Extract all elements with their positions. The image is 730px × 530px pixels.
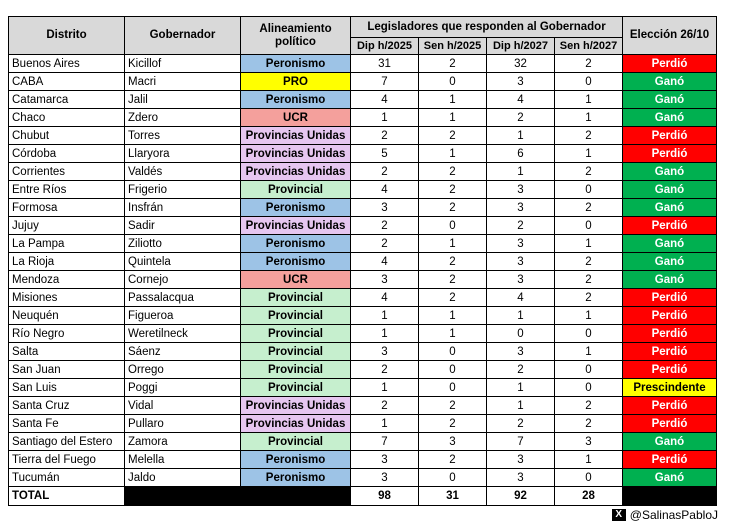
cell-gobernador: Pullaro [125,415,241,433]
cell-dip2027: 1 [487,127,555,145]
cell-dip2027: 2 [487,415,555,433]
cell-distrito: San Luis [9,379,125,397]
cell-dip2027: 3 [487,181,555,199]
cell-dip2025: 2 [351,127,419,145]
cell-gobernador: Insfrán [125,199,241,217]
cell-eleccion: Perdió [623,145,717,163]
cell-sen2027: 0 [555,469,623,487]
cell-dip2025: 2 [351,235,419,253]
cell-sen2027: 0 [555,73,623,91]
total-row [9,487,717,506]
table-row [9,145,717,163]
cell-dip2027: 3 [487,253,555,271]
cell-sen2025: 1 [419,145,487,163]
cell-eleccion: Perdió [623,397,717,415]
cell-eleccion: Ganó [623,73,717,91]
cell-dip2025: 2 [351,163,419,181]
cell-alineamiento: UCR [241,271,351,289]
cell-alineamiento: Peronismo [241,469,351,487]
cell-gobernador: Ziliotto [125,235,241,253]
cell-dip2027: 3 [487,469,555,487]
cell-dip2027: 3 [487,451,555,469]
cell-sen2027: 0 [555,217,623,235]
cell-alineamiento: Provincial [241,325,351,343]
cell-alineamiento: Peronismo [241,235,351,253]
cell-distrito: La Rioja [9,253,125,271]
cell-dip2027: 1 [487,379,555,397]
cell-gobernador: Jaldo [125,469,241,487]
header-dip2027: Dip h/2027 [487,38,555,55]
table-row [9,199,717,217]
cell-gobernador: Cornejo [125,271,241,289]
cell-sen2027: 2 [555,163,623,181]
cell-sen2027: 3 [555,433,623,451]
table-row [9,469,717,487]
cell-eleccion: Ganó [623,181,717,199]
cell-alineamiento: Provincial [241,361,351,379]
cell-eleccion: Perdió [623,361,717,379]
cell-sen2027: 2 [555,55,623,73]
cell-alineamiento: Peronismo [241,91,351,109]
cell-alineamiento: Provincias Unidas [241,415,351,433]
cell-sen2025: 1 [419,325,487,343]
cell-distrito: Buenos Aires [9,55,125,73]
header-dip2025: Dip h/2025 [351,38,419,55]
cell-dip2027: 3 [487,73,555,91]
cell-sen2025: 2 [419,199,487,217]
header-gobernador: Gobernador [125,17,241,55]
cell-eleccion: Perdió [623,343,717,361]
cell-dip2025: 5 [351,145,419,163]
cell-dip2027: 1 [487,397,555,415]
cell-dip2027: 0 [487,325,555,343]
header-legisladores: Legisladores que responden al Gobernador [351,17,623,38]
table-row [9,127,717,145]
cell-gobernador: Quintela [125,253,241,271]
cell-dip2025: 3 [351,451,419,469]
header-eleccion: Elección 26/10 [623,17,717,55]
cell-dip2025: 3 [351,199,419,217]
cell-distrito: Misiones [9,289,125,307]
cell-eleccion: Ganó [623,253,717,271]
cell-alineamiento: Peronismo [241,55,351,73]
cell-alineamiento: Provincias Unidas [241,163,351,181]
header-sen2027: Sen h/2027 [555,38,623,55]
cell-sen2027: 2 [555,415,623,433]
cell-sen2027: 1 [555,109,623,127]
cell-gobernador: Figueroa [125,307,241,325]
cell-alineamiento: Provincial [241,289,351,307]
cell-eleccion: Ganó [623,199,717,217]
cell-eleccion: Perdió [623,415,717,433]
cell-sen2025: 2 [419,271,487,289]
cell-distrito: Tucumán [9,469,125,487]
cell-alineamiento: Peronismo [241,199,351,217]
cell-distrito: Salta [9,343,125,361]
table-row [9,451,717,469]
cell-dip2025: 1 [351,379,419,397]
cell-sen2027: 1 [555,451,623,469]
total-eleccion-blank [623,487,717,506]
cell-alineamiento: Provincial [241,433,351,451]
cell-dip2025: 2 [351,397,419,415]
cell-dip2025: 3 [351,343,419,361]
cell-sen2027: 1 [555,235,623,253]
cell-dip2027: 6 [487,145,555,163]
cell-sen2025: 2 [419,55,487,73]
cell-sen2027: 2 [555,127,623,145]
table-row [9,361,717,379]
cell-sen2027: 1 [555,307,623,325]
total-blank [125,487,351,506]
table-row [9,91,717,109]
cell-sen2027: 2 [555,271,623,289]
cell-dip2025: 7 [351,433,419,451]
table-row [9,271,717,289]
cell-distrito: CABA [9,73,125,91]
cell-alineamiento: PRO [241,73,351,91]
table-row [9,325,717,343]
cell-distrito: Mendoza [9,271,125,289]
table-row [9,343,717,361]
table-row [9,433,717,451]
cell-distrito: Chaco [9,109,125,127]
cell-distrito: Corrientes [9,163,125,181]
cell-distrito: Jujuy [9,217,125,235]
cell-dip2027: 1 [487,307,555,325]
cell-distrito: Entre Ríos [9,181,125,199]
cell-sen2025: 2 [419,163,487,181]
total-dip2027: 92 [487,487,555,506]
cell-gobernador: Macri [125,73,241,91]
cell-gobernador: Weretilneck [125,325,241,343]
cell-gobernador: Melella [125,451,241,469]
cell-eleccion: Ganó [623,469,717,487]
cell-dip2025: 4 [351,91,419,109]
table-row [9,397,717,415]
cell-sen2025: 2 [419,181,487,199]
cell-eleccion: Perdió [623,127,717,145]
cell-dip2025: 1 [351,109,419,127]
cell-dip2027: 3 [487,271,555,289]
footer-credit [612,508,718,522]
table-row [9,109,717,127]
cell-alineamiento: Peronismo [241,253,351,271]
cell-gobernador: Llaryora [125,145,241,163]
cell-dip2025: 4 [351,181,419,199]
cell-gobernador: Sadir [125,217,241,235]
cell-dip2027: 3 [487,235,555,253]
cell-gobernador: Passalacqua [125,289,241,307]
cell-eleccion: Perdió [623,289,717,307]
cell-gobernador: Torres [125,127,241,145]
cell-sen2027: 1 [555,145,623,163]
cell-sen2025: 2 [419,397,487,415]
cell-eleccion: Ganó [623,163,717,181]
table-row [9,379,717,397]
cell-alineamiento: UCR [241,109,351,127]
cell-distrito: Santiago del Estero [9,433,125,451]
cell-alineamiento: Provincial [241,379,351,397]
cell-sen2025: 2 [419,253,487,271]
cell-dip2025: 1 [351,307,419,325]
table-row [9,289,717,307]
total-sen2025: 31 [419,487,487,506]
cell-alineamiento: Provincias Unidas [241,127,351,145]
cell-dip2025: 7 [351,73,419,91]
cell-sen2025: 1 [419,109,487,127]
cell-distrito: La Pampa [9,235,125,253]
cell-distrito: Tierra del Fuego [9,451,125,469]
cell-dip2025: 1 [351,325,419,343]
cell-sen2025: 2 [419,415,487,433]
cell-dip2027: 7 [487,433,555,451]
cell-distrito: Santa Cruz [9,397,125,415]
cell-alineamiento: Provincias Unidas [241,217,351,235]
header-distrito: Distrito [9,17,125,55]
table-row [9,181,717,199]
cell-dip2025: 2 [351,217,419,235]
total-label: TOTAL [9,487,125,506]
cell-dip2027: 2 [487,217,555,235]
cell-dip2027: 32 [487,55,555,73]
table-row [9,253,717,271]
cell-sen2025: 0 [419,73,487,91]
table-row [9,55,717,73]
table-row [9,307,717,325]
cell-dip2025: 31 [351,55,419,73]
cell-sen2027: 2 [555,397,623,415]
cell-alineamiento: Provincial [241,181,351,199]
table-body [9,55,717,487]
cell-distrito: Formosa [9,199,125,217]
cell-dip2025: 1 [351,415,419,433]
cell-eleccion: Ganó [623,433,717,451]
cell-eleccion: Ganó [623,271,717,289]
table-row [9,415,717,433]
cell-sen2025: 2 [419,289,487,307]
cell-eleccion: Perdió [623,55,717,73]
cell-alineamiento: Provincias Unidas [241,397,351,415]
cell-eleccion: Ganó [623,235,717,253]
cell-eleccion: Perdió [623,307,717,325]
cell-sen2027: 2 [555,253,623,271]
cell-gobernador: Valdés [125,163,241,181]
cell-gobernador: Sáenz [125,343,241,361]
cell-dip2025: 4 [351,289,419,307]
cell-sen2027: 2 [555,289,623,307]
cell-sen2027: 0 [555,361,623,379]
cell-dip2025: 2 [351,361,419,379]
cell-eleccion: Ganó [623,109,717,127]
header-alineamiento: Alineamiento político [241,17,351,55]
cell-sen2025: 0 [419,379,487,397]
cell-dip2027: 1 [487,163,555,181]
cell-distrito: Chubut [9,127,125,145]
cell-sen2025: 1 [419,307,487,325]
cell-sen2027: 0 [555,325,623,343]
footer-handle: @SalinasPabloJ [629,508,718,522]
cell-dip2027: 4 [487,91,555,109]
cell-sen2025: 0 [419,361,487,379]
cell-gobernador: Vidal [125,397,241,415]
cell-distrito: Catamarca [9,91,125,109]
cell-sen2027: 1 [555,343,623,361]
cell-dip2027: 2 [487,109,555,127]
cell-gobernador: Frigerio [125,181,241,199]
cell-sen2025: 0 [419,343,487,361]
total-sen2027: 28 [555,487,623,506]
cell-distrito: Santa Fe [9,415,125,433]
cell-sen2025: 0 [419,469,487,487]
cell-sen2025: 3 [419,433,487,451]
cell-dip2025: 3 [351,271,419,289]
cell-sen2027: 0 [555,379,623,397]
cell-distrito: Córdoba [9,145,125,163]
cell-dip2027: 4 [487,289,555,307]
cell-distrito: Río Negro [9,325,125,343]
cell-dip2027: 2 [487,361,555,379]
cell-sen2025: 1 [419,235,487,253]
cell-gobernador: Zamora [125,433,241,451]
cell-distrito: San Juan [9,361,125,379]
cell-sen2025: 0 [419,217,487,235]
table-row [9,235,717,253]
table-row [9,217,717,235]
cell-dip2027: 3 [487,343,555,361]
cell-dip2027: 3 [487,199,555,217]
cell-alineamiento: Provincial [241,307,351,325]
cell-distrito: Neuquén [9,307,125,325]
total-dip2025: 98 [351,487,419,506]
cell-sen2025: 2 [419,127,487,145]
cell-gobernador: Kicillof [125,55,241,73]
cell-eleccion: Perdió [623,325,717,343]
cell-sen2027: 1 [555,91,623,109]
cell-alineamiento: Provincias Unidas [241,145,351,163]
cell-gobernador: Zdero [125,109,241,127]
cell-eleccion: Perdió [623,217,717,235]
cell-eleccion: Perdió [623,451,717,469]
cell-alineamiento: Peronismo [241,451,351,469]
cell-sen2027: 0 [555,181,623,199]
cell-gobernador: Orrego [125,361,241,379]
cell-sen2025: 1 [419,91,487,109]
cell-dip2025: 3 [351,469,419,487]
cell-alineamiento: Provincial [241,343,351,361]
x-logo-icon: X [612,509,626,521]
cell-dip2025: 4 [351,253,419,271]
cell-sen2025: 2 [419,451,487,469]
cell-eleccion: Ganó [623,91,717,109]
cell-gobernador: Poggi [125,379,241,397]
table-row [9,73,717,91]
cell-eleccion: Prescindente [623,379,717,397]
cell-gobernador: Jalil [125,91,241,109]
governors-table [8,16,717,506]
table-row [9,163,717,181]
cell-sen2027: 2 [555,199,623,217]
header-sen2025: Sen h/2025 [419,38,487,55]
